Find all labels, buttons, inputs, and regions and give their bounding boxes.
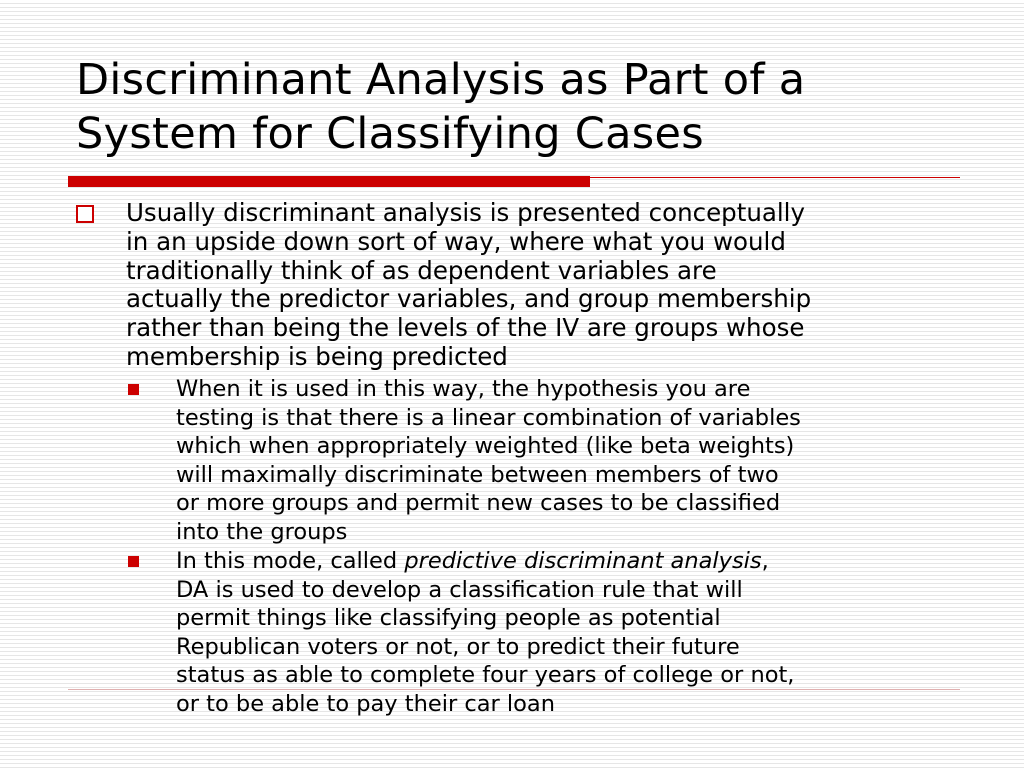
footer-divider — [68, 689, 960, 690]
bullet-text-main — [126, 199, 986, 372]
sub-bullet-1-line: When it is used in this way, the hypothesis you are — [176, 376, 751, 402]
filled-square-bullet-icon — [128, 384, 139, 395]
sub-bullet-text-2 — [176, 547, 996, 719]
sub-bullet-1-line: which when appropriately weighted (like beta weights) — [176, 433, 795, 460]
sub-bullet-1-line: testing is that there is a linear combination of variables — [176, 404, 801, 431]
bullet-main-line: membership is being predicted — [126, 341, 508, 371]
sub-bullet-2-line: DA is used to develop a classification rule that will — [176, 576, 743, 603]
sub-bullet-1-line: will maximally discriminate between members of two — [176, 461, 779, 488]
sub-bullet-2-first-line — [176, 547, 996, 576]
sub-bullet-text-1 — [176, 375, 996, 547]
emphasis-term: predictive discriminant analysis — [404, 548, 762, 574]
sub-bullet-2-line: Republican voters or not, or to predict their future — [176, 633, 740, 660]
sub-bullet-2-line: or to be able to pay their car loan — [176, 690, 555, 717]
title-divider-thin — [590, 177, 960, 178]
bullet-main-line: Usually discriminant analysis is presented conceptually — [126, 198, 805, 227]
bullet-main-line: traditionally think of as dependent variables are — [126, 255, 717, 285]
bullet-main-line: rather than being the levels of the IV are groups whose — [126, 313, 805, 343]
sub-bullet-2-lead: In this mode, called — [176, 548, 405, 574]
slide-title-line-2: System for Classifying Cases — [76, 109, 704, 159]
filled-square-bullet-icon — [128, 556, 139, 567]
sub-bullet-2-line: status as able to complete four years of college or not, — [176, 662, 795, 689]
bullet-main-line: actually the predictor variables, and group membership — [126, 284, 812, 314]
bullet-main-line: in an upside down sort of way, where what you would — [126, 226, 786, 256]
slide-title-line-1: Discriminant Analysis as Part of a — [76, 55, 806, 105]
sub-bullet-1-line: into the groups — [176, 518, 348, 545]
hollow-square-bullet-icon — [76, 205, 94, 223]
sub-bullet-2-punctuation: , — [761, 548, 769, 574]
sub-bullet-2-line: permit things like classifying people as potential — [176, 605, 721, 632]
slide-title — [76, 53, 976, 161]
title-divider-thick — [68, 176, 590, 187]
sub-bullet-1-line: or more groups and permit new cases to be classified — [176, 490, 781, 517]
